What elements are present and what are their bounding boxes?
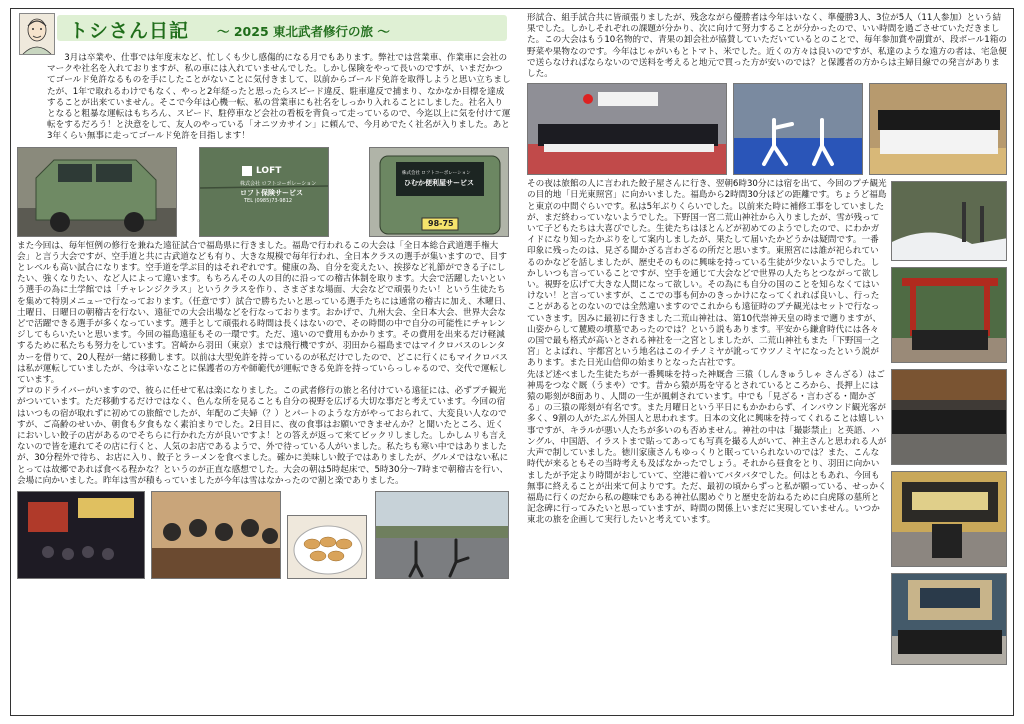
newsletter-page <box>10 8 1014 716</box>
snowy-path-image <box>892 182 1007 261</box>
left-column <box>17 13 511 581</box>
gyoza-shop-photo <box>17 491 145 579</box>
car-phone: TEL (0985)73-9812 <box>244 197 293 204</box>
shrine-gate-image <box>892 268 1007 363</box>
car-logo-text: LOFT <box>256 165 282 176</box>
nikko-section <box>527 179 1007 526</box>
green-car-image <box>18 148 177 237</box>
page-title: トシさん日記 <box>69 20 190 42</box>
tournament-photo-row <box>527 83 1007 179</box>
night-street-image <box>18 492 145 579</box>
group-photo-hall <box>527 83 727 175</box>
yomeimon-group-photo <box>891 573 1007 665</box>
right-paragraph-1: 形試合、組手試合共に皆頑張りましたが、残念ながら優勝者は今年はいなく、準優勝3人、3位が5人（11人参加）という結果でした。しかしそれぞれの課題が分かり、次に向けて努力することが分かったので、いい時間を過ごさせていただきました。この大会はもう10名物的で、青果の卸会社が協賛していただいているとのことで、毎年参加賞や副賞が、段ボール1箱の野菜や果物なのです。今年はじゃがいもとトマト、米でした。近くの方々は良いのですが、私達のような遠方の者は、宅急便で送らなければならないので送料を考えると地元で買った方が安いのでは？と保護者の方からは主婦目線での発言がありました。 <box>527 13 1007 80</box>
gym-group-image <box>528 84 727 175</box>
right-paragraph-3: 先ほど述べました生徒たちが一番興味を持った神厩舎 三猿（しんきゅうしゃ さんざる）はご神馬をつなぐ厩（うまや）です。昔から猿が馬を守るとされているところから、長押上には猿の彫刻が8面あり、人間の一生が風刺されています。中でも「見ざる・言わざる・聞かざる」の三猿の彫刻が有名です。また月曜日という平日にもかかわらず、インバウンド観光客が多く、9割の人がたぶん外国人と思われます。日本の文化に興味を持ってくれることは嬉しい事ですが、キラルが悪い人たちが多いのも否めません。神社の中は「撮影禁止」と英語、ハングル、中国語、イラストまで貼ってあっても写真を撮る人がいて、神主さんと思われる人が大声で制していました。徳川家康さんもゆっくりと眠っていられないのでは？また、こんな時代が来るともその当時考えも及ばなかったでしょう。それから昼食をとり、羽田に向かいましたが予定より時間がおしていて、空港に着いてバタバタでした。何はともあれ、今回も無事に終えることが出来て何よりです。ただ、最初の頃からずっと私が願っている、せっかく福島に行くのだから私の趣味でもある神社仏閣めぐりと歴史を訪ねるために白虎隊の墓所と記念碑に行ってみたいと思っていますが、時間の関係上いまだに実現していません。いつか東北の旅を企画して実行したいと考えています。 <box>527 369 887 526</box>
left-paragraph-1: 3月は卒業や、仕事では年度末など、忙しくも少し感傷的になる月でもあります。弊社では営業車、作業車に会社のマークや社名を入れておりますが、私の車には入れていませんでした。しかし保険をやって長いのですが、いまだかつてゴールド免許なるものを手にしたことがないことに気付きまして、以前からゴールド免許を取得しようと思い立ちましたが、1年で取れるわけでもなく、やっと2年経ったと思ったらスピード違反、駐車違反で捕まり、なかなか目標を達成することが出来ていません。そこで今年は心機一転、私の営業車にも社名をしっかり入れることにしました。社名入りとなると粗暴な運転はもちろん、スピード、駐停車など会社の看板を背負って走っているので、今迄以上に気を付けて運転をするだろう！と決意をして、友人のやっている「オニツカサイン」に頼んで、今月めでたく社名が入りました。あと3年くらい無事に走ってゴールド免許を目指します！ <box>47 53 511 142</box>
gate-group-image <box>892 574 1007 665</box>
car-photo-row <box>17 147 511 241</box>
left-paragraph-2: また今回は、毎年恒例の修行を兼ねた遠征試合で福島県に行きました。福島で行われるこの大会は「全日本総合武道選手権大会」と言う大会ですが、空手道と共に古武道なども有り、大きな規模で毎年行われ、全日本クラスの選手が集いますので、目すとレベルも高い試合になります。空手道を学ぶ目的はそれぞれです。健康の為、自分を変えたい、挨拶など礼節ができる子にしたい、強くなりたい、など人によって違います。もちろんその人の目的に沿っての稽古体制を取ります。大会で活躍したいという選手の為に土学館では「チャレンジクラス」というクラスを作り、さまざまな場面、大会などで頑張りたい！という生徒たちを集めて特別メニューで行なっております。（任意です）試合で勝ちたいと思っている選手たちには通常の稽古に加え、木曜日、土曜日、日曜日の朝稽古を行ない、遠征での大会出場などを行なっております。おかげで、九州大会、全日本大会、世界大会などで活躍できる選手が多くなっています。選手として頑張れる時間は長くはないので、その時間の中で自分の可能性にチャレンジしてもらいたいと思います。今回の福島遠征もその一環です。ただ、遠いので費用もかかります。その費用を出来るだけ軽減するために私たちも努力をしています。宮崎から羽田（東京）までは飛行機ですが、羽田から福島まではマイクロバスのレンタカーを借りて、20人程が一緒に移動します。以前は大型免許を持っているのが私だけでしたので、どこに行くにもマイクロバスは私が運転していましたが、今は幸いなことに保護者の方や師範代が運転できる免許を持っていらっしゃるので、交代で運転しています。 <box>17 240 511 386</box>
author-portrait-icon <box>19 13 55 55</box>
temple-crowd-image <box>892 370 1007 465</box>
snow-shrine-photo <box>891 181 1007 261</box>
license-plate: 98-75 <box>428 218 454 228</box>
car-door-logo-photo <box>199 147 329 237</box>
header <box>17 13 511 47</box>
shrine-building-photo <box>891 471 1007 567</box>
page-subtitle: ～ 2025 東北武者修行の旅 ～ <box>217 24 390 39</box>
outdoor-training-image <box>376 492 509 579</box>
bottom-photo-row <box>17 491 511 581</box>
van-company-name: 株式会社 ロフトコーポレーション <box>402 170 471 176</box>
left-paragraph-3: プロのドライバーがいますので、彼らに任せて私は楽になりました。この武者修行の旅と名付けている遠征には、必ずプチ観光がついています。ただ移動するだけではなく、色んな所を見ることも自分の視野を広げる大切な事だと考えています。今回の宿はいつもの宿が取れずに初めての旅館でしたが、年配のご夫婦（？）とパートのような方がやっておられて、大変良い人なのですが、ご高齢のせいか、朝食も夕食もなく素泊まりでした。2日目に、夜の食事はお願いできませんか？と聞いたところ、近くにおいしい餃子の店があるのでそちらに行かれた方が良いですよ！との答えが返って来てビックリしました。しかしムリも言えないので皆を連れてその店に行くと、人気のお店であるようで、外で待っている人がいました。私たちも寒い中ではありましたが、30分程外で待ち、お店に入り、餃子とラーメンを食べました。確かに美味しい餃子ではありましたが、グルメではない私にとっては故郷であれば食べる程かな？というのが正直な感想でした。大会の朝は5時起床で、5時30分～7時まで朝稽古を行い、会場に向かいました。昨年は雪が積もっていましたが今年は雪はなかったので割と楽でありました。 <box>17 386 509 486</box>
van-service-name: ひむか便利屋サービス <box>404 178 474 187</box>
torii-group-photo <box>891 267 1007 363</box>
award-photo <box>869 83 1007 175</box>
restaurant-photo <box>151 491 281 579</box>
award-group-image <box>870 84 1007 175</box>
right-paragraph-2: その夜は旅館の人に言われた餃子屋さんに行き、翌朝6時30分には宿を出て、今回のプチ観光の目的地「日光東照宮」に向かいました。福島から2時間30分ほどの距離です。ちょうど福島と東京の中間ぐらいです。私は5年ぶりくらいでした。以前来た時に補修工事をしていましたが、まだ終わっていないようでした。下野国一宮二荒山神社から入りましたが、雪が残っていて子どもたちは大喜びでした。生徒たちはほとんどが初めてのようでしたので、にわかガイドになり知ったかぶりをして案内しましたが、果たして届いたかどうかは疑問です。一番印象に残ったのは、見ざる聞かざる言わざるの所だと思います。東照宮には誰が祀られているのかなどを話しましたが、歴史そのものに興味を持っている生徒が少ないようでした。しかしいつも言っていることですが、空手を通じて大会などで世界の人たちとつながって欲しい。視野を広げて大きな人間になって欲しい。その為にも自分の国のことを知らなくてはいけない！と言っていますが、ここでの事も何かのきっかけになってくれれば良いし、行ったことがあるとのないのでは全然違いますのでこれからも遠征時のプチ観光はセットで行なっていきます。因みに最初に行きました二荒山神社は、第10代崇神天皇の時まで遡りますが、山姿からして麓殿の墳墓であったのでは？という説もあります。平安から鎌倉時代には各々の国で最も格式が高いとされる神社を一之宮としましたが、二荒山神社もまた「下野国一之宮」とよばれ、宇都宮という地名はこのイチノミヤが訛ってウツノミヤになったという説があります。また日光山信仰の始まりとなった古社です。 <box>527 179 887 369</box>
van-rear-photo <box>369 147 509 237</box>
gyoza-plate-photo <box>287 515 367 579</box>
car-photo-front <box>17 147 177 237</box>
crowd-temple-photo <box>891 369 1007 465</box>
gyoza-image <box>288 516 367 579</box>
dining-group-image <box>152 492 281 579</box>
kata-match-photo <box>733 83 863 175</box>
car-company-name: 株式会社 ロフトコーポレーション <box>240 180 317 187</box>
right-column <box>527 13 1007 527</box>
karate-match-image <box>734 84 863 175</box>
morning-practice-photo <box>375 491 509 579</box>
shrine-building-image <box>892 472 1007 567</box>
car-service-name: ロフト保険サービス <box>240 188 303 197</box>
